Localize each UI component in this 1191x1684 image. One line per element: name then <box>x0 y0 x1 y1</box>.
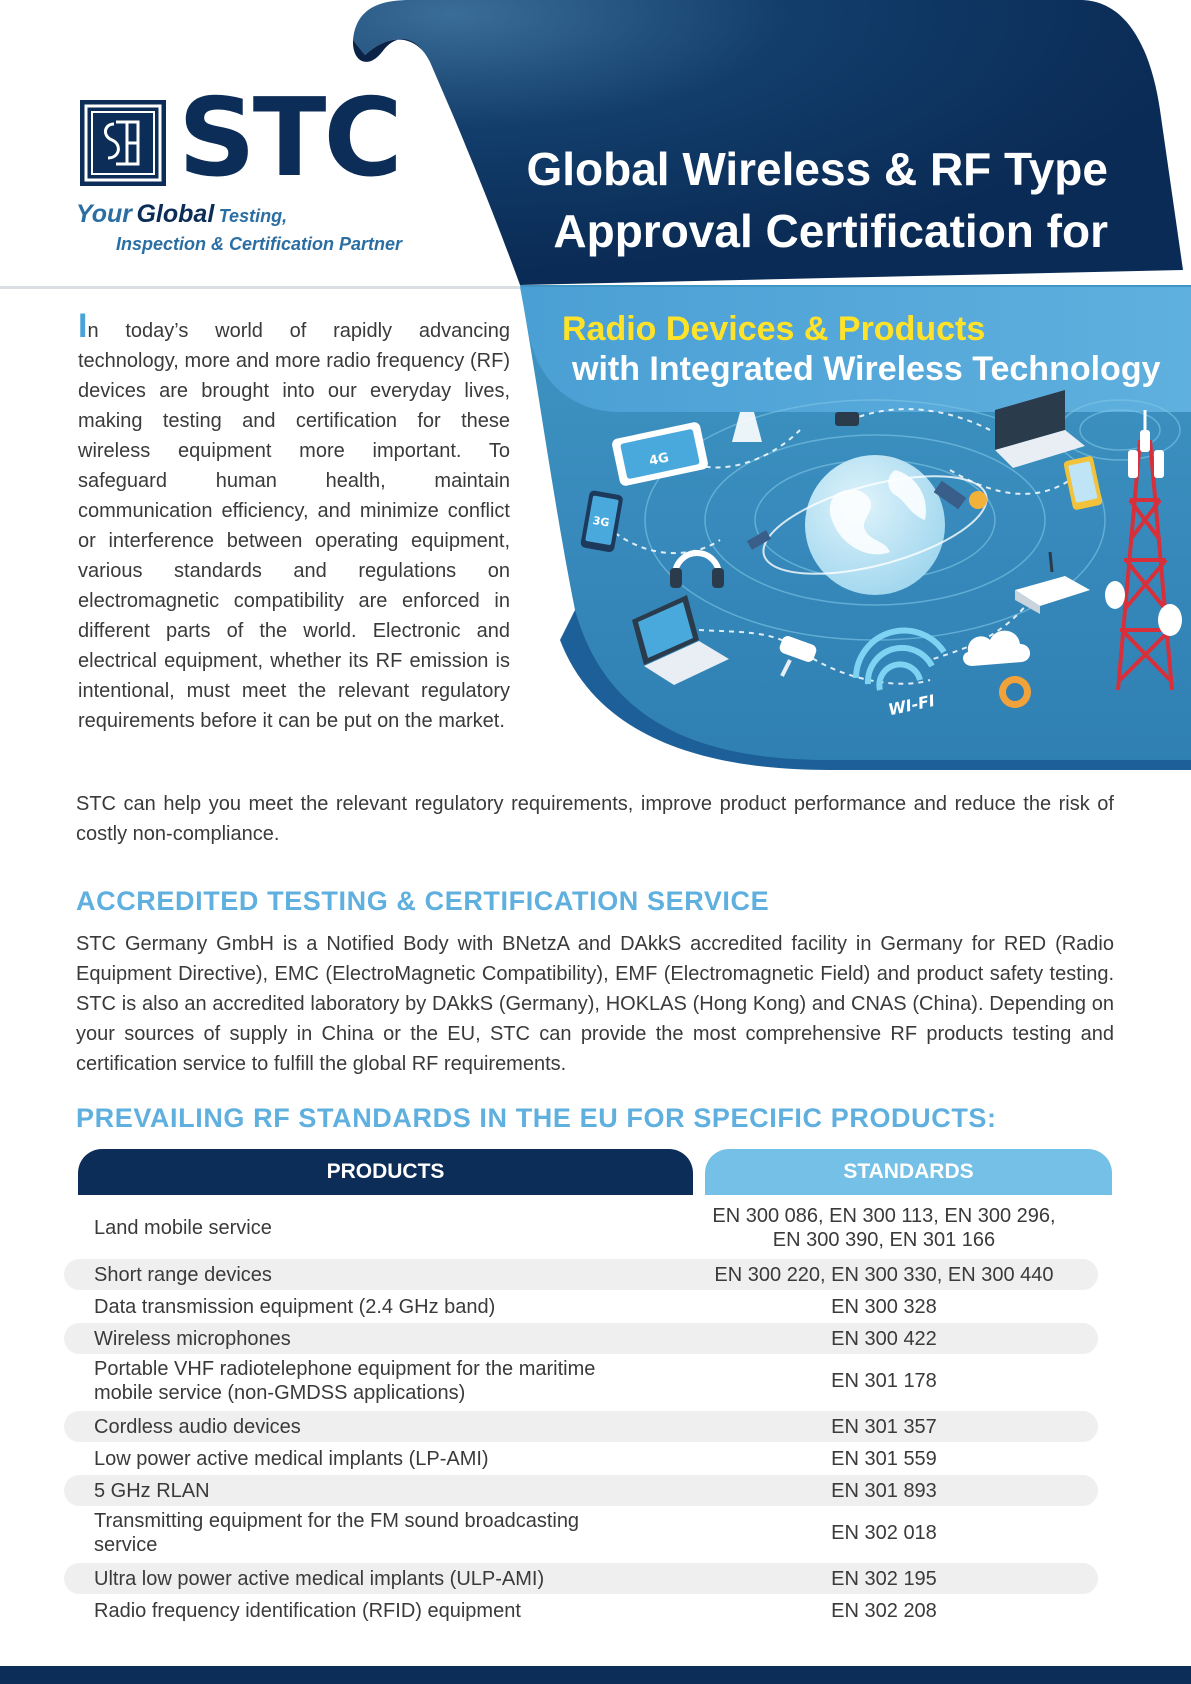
product-cell: Data transmission equipment (2.4 GHz band) <box>94 1295 496 1318</box>
svg-text:3G: 3G <box>591 513 611 530</box>
table-row <box>64 1259 1098 1290</box>
header-divider <box>0 286 520 289</box>
standard-cell: EN 300 422 <box>831 1327 937 1350</box>
product-cell: Portable VHF radiotelephone equipment for the maritime mobile service (non-GMDSS applications) <box>94 1358 596 1404</box>
stc-logo <box>76 76 416 256</box>
product-cell: Ultra low power active medical implants (ULP-AMI) <box>94 1567 545 1590</box>
standard-cell: EN 301 893 <box>831 1479 937 1502</box>
table-row <box>64 1201 1098 1255</box>
table-row <box>64 1595 1098 1626</box>
product-cell: Low power active medical implants (LP-AMI) <box>94 1447 489 1470</box>
product-cell: Short range devices <box>94 1263 272 1286</box>
table-row <box>64 1291 1098 1322</box>
accredited-paragraph: STC Germany GmbH is a Notified Body with BNetzA and DAkkS accredited facility in Germany for RED (Radio Equipment Directive), EMC (ElectroMagnetic Compatibility), EMF (Electromagnetic Field) and product safety testing. STC is also an accredited laboratory by DAkkS (Germany), HOKLAS (Hong Kong) and CNAS (China). Depending on your sources of supply in China or the EU, STC can provide the most comprehensive RF products testing and certification service to fulfill the global RF requirements. <box>76 933 1114 1075</box>
table-row <box>64 1411 1098 1442</box>
standard-cell: EN 300 328 <box>831 1295 937 1318</box>
accredited-heading: ACCREDITED TESTING & CERTIFICATION SERVICE <box>76 886 770 916</box>
svg-text:4G: 4G <box>647 450 671 470</box>
standards-column-header: STANDARDS <box>705 1149 1112 1195</box>
tagline-line-1: Your Global Testing, <box>76 200 288 228</box>
footer-bar <box>0 1666 1191 1684</box>
standard-cell: EN 302 208 <box>831 1599 937 1622</box>
table-row <box>64 1355 1098 1407</box>
table-row <box>64 1475 1098 1506</box>
hero-subtitle-2: with Integrated Wireless Technology <box>572 350 1161 388</box>
standard-cell: EN 300 220, EN 300 330, EN 300 440 <box>714 1263 1054 1286</box>
help-paragraph: STC can help you meet the relevant regulatory requirements, improve product performance and reduce the risk of costly non-compliance. <box>76 793 1114 845</box>
drop-cap: I <box>78 307 88 345</box>
standard-cell: EN 301 357 <box>831 1415 937 1438</box>
table-row <box>64 1507 1098 1559</box>
tagline-line-2: Inspection & Certification Partner <box>116 234 403 254</box>
standard-cell: EN 301 178 <box>831 1370 937 1392</box>
hero-title: Global Wireless & RF Type Approval Certification for <box>526 143 1108 257</box>
table-row <box>64 1563 1098 1594</box>
intro-paragraph: In today’s world of rapidly advancing technology, more and more radio frequency (RF) devices are brought into our everyday lives, making testing and certification for these wireless equipment more important. To safeguard human health, maintain communication efficiency, and minimize conflict or interference between operating equipment, various standards and regulations on electromagnetic compatibility are enforced in different parts of the world. Electronic and electrical equipment, whether its RF emission is intentional, must meet the relevant regulatory requirements before it can be put on the market. <box>78 307 510 732</box>
product-cell: Transmitting equipment for the FM sound broadcasting service <box>94 1510 580 1556</box>
stc-wordmark: STC <box>178 76 400 201</box>
product-cell: Cordless audio devices <box>94 1415 301 1438</box>
svg-text:WI-FI: WI-FI <box>886 690 937 720</box>
standard-cell: EN 302 195 <box>831 1567 937 1590</box>
standard-cell: EN 300 086, EN 300 113, EN 300 296, EN 300 390, EN 301 166 <box>712 1205 1056 1251</box>
product-cell: 5 GHz RLAN <box>94 1479 210 1502</box>
table-row <box>64 1323 1098 1354</box>
product-cell: Land mobile service <box>94 1217 272 1239</box>
table-row <box>64 1443 1098 1474</box>
product-cell: Radio frequency identification (RFID) equipment <box>94 1599 521 1622</box>
stc-logo-mark-icon <box>78 98 168 188</box>
hero-subtitle-1: Radio Devices & Products <box>562 310 986 348</box>
standard-cell: EN 302 018 <box>831 1522 937 1544</box>
standard-cell: EN 301 559 <box>831 1447 937 1470</box>
standards-heading: PREVAILING RF STANDARDS IN THE EU FOR SPECIFIC PRODUCTS: <box>76 1103 997 1133</box>
products-column-header: PRODUCTS <box>78 1149 693 1195</box>
product-cell: Wireless microphones <box>94 1327 291 1350</box>
